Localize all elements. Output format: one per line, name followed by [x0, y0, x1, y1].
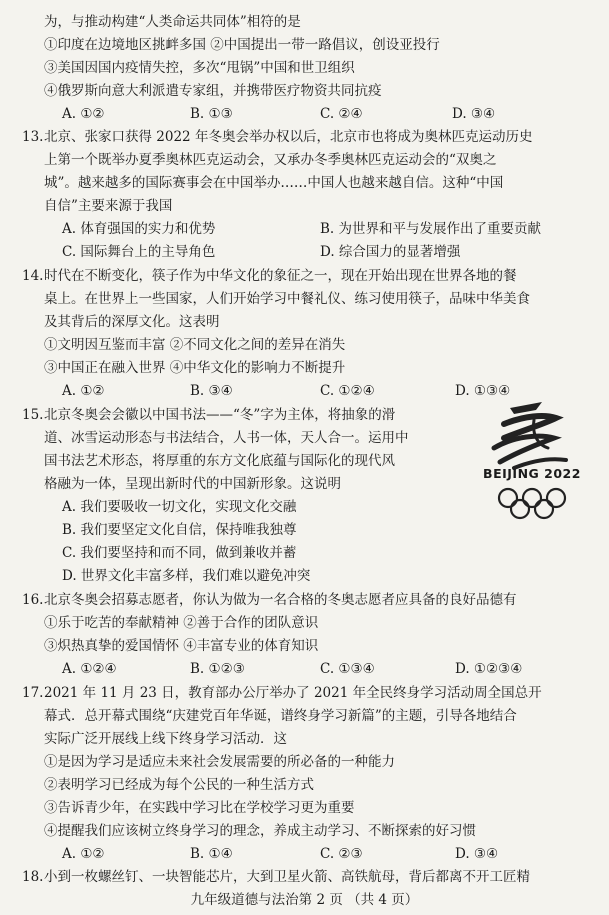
olympic-rings-icon: [496, 486, 568, 522]
page-footer: 九年级道德与法治第 2 页 （共 4 页）: [190, 892, 419, 908]
q17-number: 17.: [22, 685, 44, 701]
q15-number: 15.: [22, 407, 44, 423]
q12-statement-2: ③美国因国内疫情失控，多次“甩锅”中国和世卫组织: [44, 60, 355, 76]
q15-line-2: 道、冰雪运动形态与书法结合，人书一体，天人合一。运用中: [44, 430, 409, 446]
q12-statement-1: ①印度在边境地区挑衅多国 ②中国提出一带一路倡议，创设亚投行: [44, 37, 440, 53]
q13-line-3: 城”。越来越多的国际赛事会在中国举办……中国人也越来越自信。这种“中国: [44, 175, 504, 191]
q17-option-a[interactable]: A. ①②: [62, 846, 105, 862]
q14-line-3: 及其背后的深厚文化。这表明: [44, 314, 220, 330]
q16-options: [0, 660, 609, 678]
q12-option-c[interactable]: C. ②④: [320, 106, 363, 122]
q13-options-row-1: [0, 220, 609, 238]
q13-line-1: 北京、张家口获得 2022 年冬奥会举办权以后，北京市也将成为奥林匹克运动历史: [44, 129, 533, 145]
q16-number: 16.: [22, 592, 44, 608]
q15-line-1: 北京冬奥会会徽以中国书法——“冬”字为主体，将抽象的滑: [44, 407, 396, 423]
q17-option-b[interactable]: B. ①④: [190, 846, 233, 862]
q15-option-b[interactable]: B. 我们要坚定文化自信，保持唯我独尊: [62, 522, 297, 538]
q18-number: 18.: [22, 869, 44, 885]
q14-option-b[interactable]: B. ③④: [190, 383, 233, 399]
q14-option-c[interactable]: C. ①②④: [320, 383, 375, 399]
q14-line-1: 时代在不断变化，筷子作为中华文化的象征之一，现在开始出现在世界各地的餐: [44, 268, 517, 284]
q16-option-d[interactable]: D. ①②③④: [455, 661, 523, 677]
q17-statement-1: ①是因为学习是适应未来社会发展需要的所必备的一种能力: [44, 754, 395, 770]
q17-option-c[interactable]: C. ②③: [320, 846, 363, 862]
q13-number: 13.: [22, 129, 44, 145]
q12-stem: 为，与推动构建“人类命运共同体”相符的是: [44, 14, 301, 30]
q16-option-b[interactable]: B. ①②③: [190, 661, 245, 677]
q12-options: [0, 105, 609, 123]
q13-line-2: 上第一个既举办夏季奥林匹克运动会，又承办冬季奥林匹克运动会的“双奥之: [44, 152, 497, 168]
q14-number: 14.: [22, 268, 44, 284]
q17-statement-2: ②表明学习已经成为每个公民的一种生活方式: [44, 777, 314, 793]
q17-statement-4: ④提醒我们应该树立终身学习的理念，养成主动学习、不断探索的好习惯: [44, 823, 476, 839]
q17-line-3: 实际广泛开展线上线下终身学习活动．这: [44, 731, 287, 747]
q15-line-3: 国书法艺术形态，将厚重的东方文化底蕴与国际化的现代风: [44, 453, 395, 469]
q17-line-1: 2021 年 11 月 23 日，教育部办公厅举办了 2021 年全民终身学习活动周全国总开: [44, 685, 542, 701]
q16-statement-2: ③炽热真挚的爱国情怀 ④丰富专业的体育知识: [44, 638, 319, 654]
q14-option-d[interactable]: D. ①③④: [455, 383, 511, 399]
q14-line-2: 桌上。在世界上一些国家，人们开始学习中餐礼仪、练习使用筷子，品味中华美食: [44, 291, 530, 307]
q12-option-d[interactable]: D. ③④: [452, 106, 496, 122]
q17-options: [0, 845, 609, 863]
q16-line-1: 北京冬奥会招募志愿者，你认为做为一名合格的冬奥志愿者应具备的良好品德有: [44, 592, 517, 608]
q15-option-d[interactable]: D. 世界文化丰富多样，我们难以避免冲突: [62, 568, 311, 584]
q12-option-a[interactable]: A. ①②: [62, 106, 105, 122]
q16-statement-1: ①乐于吃苦的奉献精神 ②善于合作的团队意识: [44, 615, 319, 631]
q13-option-d[interactable]: D. 综合国力的显著增强: [320, 244, 461, 260]
q15-option-a[interactable]: A. 我们要吸收一切文化，实现文化交融: [62, 499, 297, 515]
q13-options-row-2: [0, 243, 609, 261]
q14-statement-1: ①文明因互鉴而丰富 ②不同文化之间的差异在消失: [44, 337, 346, 353]
q18-line-1: 小到一枚螺丝钉、一块智能芯片，大到卫星火箭、高铁航母，背后都离不开工匠精: [44, 869, 530, 885]
q12-statement-3: ④俄罗斯向意大利派遣专家组，并携带医疗物资共同抗疫: [44, 83, 382, 99]
q17-option-d[interactable]: D. ③④: [455, 846, 499, 862]
q17-statement-3: ③告诉青少年，在实践中学习比在学校学习更为重要: [44, 800, 355, 816]
q13-line-4: 自信”主要来源于我国: [44, 198, 173, 214]
q16-option-c[interactable]: C. ①③④: [320, 661, 375, 677]
q16-option-a[interactable]: A. ①②④: [62, 661, 117, 677]
q12-option-b[interactable]: B. ①③: [190, 106, 233, 122]
q14-option-a[interactable]: A. ①②: [62, 383, 105, 399]
q14-statement-2: ③中国正在融入世界 ④中华文化的影响力不断提升: [44, 360, 346, 376]
q13-option-b[interactable]: B. 为世界和平与发展作出了重要贡献: [320, 221, 542, 237]
q15-line-4: 格融为一体，呈现出新时代的中国新形象。这说明: [44, 476, 341, 492]
emblem-wordmark: BEIJING 2022: [483, 466, 581, 481]
q13-option-c[interactable]: C. 国际舞台上的主导角色: [62, 244, 216, 260]
q13-option-a[interactable]: A. 体育强国的实力和优势: [62, 221, 216, 237]
q17-line-2: 幕式．总开幕式围绕“庆建党百年华诞，谱终身学习新篇”的主题，引导各地结合: [44, 708, 517, 724]
q15-option-c[interactable]: C. 我们要坚持和而不同，做到兼收并蓄: [62, 545, 297, 561]
